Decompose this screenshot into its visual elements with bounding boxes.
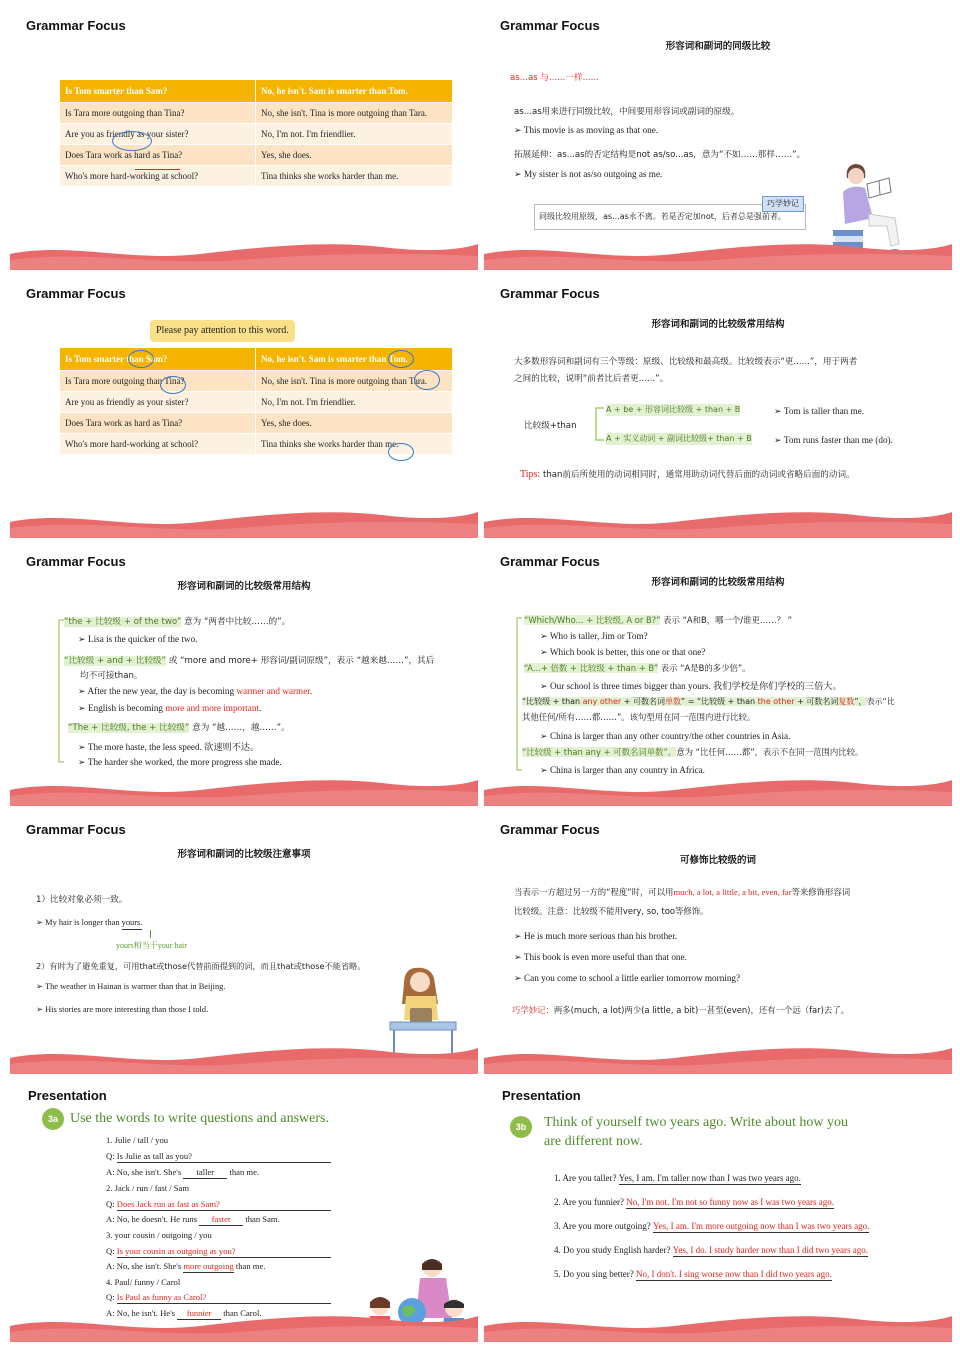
bullet-line: ➢ Tom runs faster than me (do). — [774, 435, 893, 445]
note-heading: 1）比较对象必须一致。 — [36, 895, 128, 905]
answer-text: No, I don't. I sing worse now than I did two years ago. — [635, 1269, 832, 1279]
line-prefix: A: No, he isn't. He's — [106, 1308, 178, 1318]
text: 表示 “A和B，哪一个/谁更……？ ” — [663, 615, 792, 625]
example-text: Tom is taller than me. — [783, 406, 865, 416]
text: 意为 “比任何……都”，表示不在同一范围内比较。 — [676, 747, 864, 757]
exercise-line — [106, 1260, 265, 1273]
example-text: China is larger than any other country/the other countries in Asia. — [550, 731, 791, 741]
text-line: 均不可接than。 — [80, 671, 143, 681]
exercise-line — [106, 1213, 280, 1226]
slide-title: Grammar Focus — [500, 18, 600, 33]
example-text: His stories are more interesting than those I told. — [45, 1005, 209, 1014]
text-line — [68, 722, 290, 734]
formula-part: the other — [757, 697, 795, 706]
slide-8 — [484, 812, 952, 1074]
bullet-line: ➢ China is larger than any country in Africa. — [540, 765, 705, 775]
example-text: He is much more serious than his brother. — [524, 931, 678, 941]
line-suffix: than me. — [227, 1167, 260, 1177]
bullet-line: ➢ English is becoming more and more important. — [78, 703, 262, 713]
example-text: This movie is as moving as that one. — [523, 125, 659, 135]
table-cell: No, he isn't. Sam is smarter than Tom. — [256, 348, 453, 371]
bullet-line: ➢ The harder she worked, the more progress she made. — [78, 757, 282, 767]
tip-line — [512, 1004, 849, 1016]
table-cell: Does Tara work as hard as Tina? — [60, 413, 256, 434]
table-row — [60, 371, 452, 392]
slide-6 — [484, 544, 952, 806]
slide-heading: 可修饰比较级的词 — [679, 855, 756, 866]
line-prefix: Q: — [106, 1292, 117, 1302]
bullet-line: ➢ Can you come to school a little earlier tomorrow morning? — [514, 973, 741, 983]
slide-7 — [10, 812, 478, 1074]
table-row — [60, 103, 452, 124]
bullet-line: ➢ My sister is not as/so outgoing as me. — [514, 169, 663, 179]
table-cell: Yes, she does. — [256, 145, 453, 166]
bullet-line: ➢ The more haste, the less speed. 欲速则不达。 — [78, 742, 260, 752]
text-line: 拓展延伸：as...as的否定结构是not as/so...as，意为“不如……那样……”。 — [514, 150, 806, 160]
slide-title: Grammar Focus — [500, 554, 600, 569]
highlight-circle — [160, 376, 186, 394]
example-highlight: more and more important — [165, 703, 259, 713]
text: 等来修饰形容词 — [791, 887, 851, 897]
formula: “The + 比较级, the + 比较级” — [68, 723, 190, 733]
text-line — [524, 614, 792, 626]
answer-blank: Does Jack run as fast as Sam? — [117, 1198, 331, 1211]
qa-line — [554, 1172, 801, 1185]
exercise-instruction: Think of yourself two years ago. Write about how you — [544, 1115, 849, 1130]
bullet-line: ➢ Lisa is the quicker of the two. — [78, 634, 198, 644]
table-row — [60, 392, 452, 413]
example-text: After the new year, the day is becoming — [87, 686, 237, 696]
bullet-line: ➢ This movie is as moving as that one. — [514, 125, 659, 135]
example-text: Can you come to school a little earlier tomorrow morning? — [524, 973, 741, 983]
highlight-circle — [128, 350, 154, 368]
table-cell: Tina thinks she works harder than me. — [256, 434, 453, 455]
tips-line — [520, 469, 855, 481]
bullet-line: ➢ China is larger than any other country/the other countries in Asia. — [540, 731, 791, 741]
decorative-wave — [484, 1312, 952, 1342]
slide-title: Grammar Focus — [26, 286, 126, 301]
decorative-wave — [484, 776, 952, 806]
note-heading: 2）有时为了避免重复，可用that或those代替前面提到的词，而且that或those不能省略。 — [36, 961, 366, 971]
table-row — [60, 413, 452, 434]
example-text: English is becoming — [88, 703, 166, 713]
slide-2 — [484, 8, 952, 270]
prompt-text: 3. your cousin / outgoing / you — [106, 1230, 212, 1240]
text: 或 “more and more+ 形容词/副词原级”， — [168, 656, 337, 666]
slide-5 — [10, 544, 478, 806]
line-prefix: Q: — [106, 1246, 117, 1256]
slide-heading: 形容词和副词的比较级常用结构 — [651, 577, 785, 588]
text-line: 比较级。注意：比较级不能用very, so, too等修饰。 — [514, 906, 709, 916]
slide-10 — [484, 1080, 952, 1342]
decorative-wave — [10, 240, 478, 270]
arrow-line — [150, 930, 151, 938]
example-text: The more haste, the less speed. 欲速则不达。 — [87, 742, 260, 752]
tip-text: 同级比较用原级，as...as永不离。若是否定加not，后者总是强前者。 — [539, 212, 786, 221]
formula-part: + 可数名词 — [794, 697, 839, 706]
decorative-wave — [484, 240, 952, 270]
text-line — [524, 662, 751, 674]
text-line — [522, 696, 895, 708]
question-text: 2. Are you funnier? — [554, 1197, 627, 1207]
table-cell: Is Tom smarter than Sam? — [60, 80, 256, 103]
question-text: 5. Do you sing better? — [554, 1269, 636, 1279]
tips-text: than前后所使用的动词相同时，通常用助动词代替后面的动词或省略后面的动词。 — [542, 470, 855, 480]
decorative-wave — [484, 1044, 952, 1074]
exercise-badge: 3a — [42, 1108, 64, 1130]
line-suffix: than Carol. — [221, 1308, 262, 1318]
exercise-line — [106, 1291, 331, 1304]
formula-part: ” = “比较级 + than — [681, 697, 758, 706]
exercise-line — [106, 1150, 331, 1163]
text-line — [64, 616, 290, 628]
table-cell: Yes, she does. — [256, 413, 453, 434]
bullet-line: ➢ Our school is three times bigger than yours. 我们学校是你们学校的三倍大。 — [540, 681, 842, 691]
highlight-circle — [414, 370, 440, 390]
table-row — [60, 80, 452, 103]
formula: “比较级 + and + 比较级” — [64, 656, 166, 666]
qa-line — [554, 1244, 868, 1257]
bullet-line: ➢ Who is taller, Jim or Tom? — [540, 631, 648, 641]
example-highlight: warmer and warmer — [236, 686, 310, 696]
slide-9 — [10, 1080, 478, 1342]
text: 当表示一方超过另一方的“程度”时，可以用 — [514, 887, 674, 897]
table-cell: No, he isn't. Sam is smarter than Tom. — [256, 80, 453, 103]
table-cell: Is Tara more outgoing than Tina? — [60, 103, 256, 124]
answer-text: No, I'm not. I'm not so funny now as I was two years ago. — [626, 1197, 834, 1207]
line-suffix: than me. — [233, 1261, 266, 1271]
qa-line — [554, 1268, 832, 1281]
text-line: 其他任何/所有……都……”。该句型用在同一范围内进行比较。 — [522, 712, 756, 722]
table-cell: No, she isn't. Tina is more outgoing than Tara. — [256, 103, 453, 124]
question-text: 1. Are you taller? — [554, 1173, 619, 1183]
formula-part: + 可数名词 — [621, 697, 666, 706]
prompt-text: 2. Jack / run / fast / Sam — [106, 1183, 190, 1193]
bracket — [514, 614, 524, 774]
slide-3 — [10, 276, 478, 538]
line-suffix: than Sam. — [243, 1214, 280, 1224]
decorative-wave — [10, 508, 478, 538]
example-text: The weather in Hainan is warmer than that in Beijing. — [44, 982, 226, 991]
line-prefix: Q: — [106, 1151, 117, 1161]
answer-blank: funnier — [177, 1307, 221, 1320]
text: 意为 “越……，越……”。 — [192, 723, 290, 733]
slide-title: Grammar Focus — [26, 822, 126, 837]
exercise-line — [106, 1134, 168, 1146]
formula: “比较级 + than any + 可数名词单数”， — [522, 747, 677, 757]
example-highlight: yours. — [122, 917, 143, 930]
text: 表示“比 — [866, 697, 895, 706]
table-cell: Is Tom smarter than Sam? — [60, 348, 256, 371]
structure-label: 比较级+than — [524, 421, 577, 431]
highlight-circle — [388, 443, 414, 461]
bullet-line: ➢ He is much more serious than his brother. — [514, 931, 678, 941]
exercise-instruction: Use the words to write questions and answers. — [70, 1111, 329, 1126]
formula-part: ”， — [854, 697, 867, 706]
tips-label: Tips: — [520, 469, 541, 480]
highlight-underline — [135, 153, 180, 170]
qa-line — [554, 1196, 834, 1209]
text-line: 之间的比较，说明“前者比后者更......”。 — [514, 374, 669, 384]
answer-blank: Is Julie as tall as you? — [117, 1150, 331, 1163]
highlight-circle — [388, 350, 414, 368]
formula-part: 单数 — [665, 697, 682, 706]
bullet-line: ➢ My hair is longer than yours. — [36, 917, 142, 930]
formula-part: 复数 — [838, 697, 855, 706]
bracket — [56, 616, 66, 766]
text: 表示 “A是B的多少倍”。 — [660, 663, 751, 673]
bullet-line: ➢ The weather in Hainan is warmer than that in Beijing. — [36, 982, 226, 991]
table-cell: Is Tara more outgoing than Tina? — [60, 371, 256, 392]
answer-text: Yes, I do. I study harder now than I did two years ago. — [672, 1245, 869, 1255]
decorative-wave — [10, 1044, 478, 1074]
bullet-line: ➢ Which book is better, this one or that one? — [540, 647, 706, 657]
decorative-wave — [10, 1312, 478, 1342]
bullet-line: ➢ Tom is taller than me. — [774, 406, 865, 416]
decorative-wave — [484, 508, 952, 538]
example-text: My sister is not as/so outgoing as me. — [524, 169, 663, 179]
text-line: 大多数形容词和副词有三个等级：原级、比较级和最高级。比较级表示“更......”，用于两者 — [514, 357, 858, 367]
bullet-line: ➢ This book is even more useful than that one. — [514, 952, 687, 962]
text: 意为 “两者中比较……的”。 — [184, 617, 291, 627]
example-text: Our school is three times bigger than yours. 我们学校是你们学校的三倍大。 — [550, 681, 842, 691]
text-line — [522, 746, 863, 758]
example-text: This book is even more useful than that one. — [523, 952, 687, 962]
exercise-line — [106, 1229, 212, 1241]
slide-1 — [10, 8, 478, 270]
formula: “A...+ 倍数 + 比较级 + than + B” — [524, 663, 659, 673]
tip-label: 巧学妙记： — [512, 1005, 554, 1015]
formula: A + be + 形容词比较级 + than + B — [606, 405, 741, 414]
answer-text: Yes, I am. I'm taller now than I was two years ago. — [618, 1173, 801, 1183]
slide-title: Grammar Focus — [500, 822, 600, 837]
answer-text: Yes, I am. I'm more outgoing now than I was two years ago. — [652, 1221, 870, 1231]
answer-blank: Is your cousin as outgoing as you? — [117, 1245, 331, 1258]
bullet-line: ➢ After the new year, the day is becoming warmer and warmer. — [78, 686, 313, 696]
red-subheading: as...as 与......一样...... — [510, 73, 599, 83]
line-prefix: Q: — [106, 1199, 117, 1209]
example-text: . — [258, 703, 262, 713]
slide-title: Presentation — [502, 1088, 581, 1103]
bullet-line: ➢ His stories are more interesting than those I told. — [36, 1005, 209, 1014]
keyword-list: much, a lot, a little, a bit, even, far — [673, 887, 792, 897]
slide-title: Grammar Focus — [26, 554, 126, 569]
formula-part: “比较级 + than — [522, 697, 583, 706]
line-prefix: A: No, she isn't. She's — [106, 1167, 184, 1177]
text-line — [514, 886, 850, 898]
slide-heading: 形容词和副词的比较级常用结构 — [177, 581, 311, 592]
text-line — [64, 655, 434, 667]
formula: “the + 比较级 + of the two” — [64, 617, 182, 627]
example-text: Which book is better, this one or that one? — [549, 647, 706, 657]
table-cell: Are you as friendly as your sister? — [60, 392, 256, 413]
highlight-circle — [112, 131, 152, 151]
line-prefix: A: No, she isn't. She's — [106, 1261, 184, 1271]
slide-title: Grammar Focus — [500, 286, 600, 301]
slide-title: Grammar Focus — [26, 18, 126, 33]
table-cell: No, I'm not. I'm friendlier. — [256, 392, 453, 413]
bracket — [592, 404, 606, 444]
answer-blank: taller — [183, 1166, 227, 1179]
slide-4 — [484, 276, 952, 538]
table-cell: Who's more hard-working at school? — [60, 434, 256, 455]
slide-heading: 形容词和副词的比较级注意事项 — [177, 849, 311, 860]
example-text: The harder she worked, the more progress she made. — [87, 757, 282, 767]
tip-text: 两多(much, a lot)两少(a little, a bit)一甚至(even)，还有一个远（far)去了。 — [553, 1005, 849, 1015]
exercise-line — [106, 1166, 259, 1179]
question-text: 4. Do you study English harder? — [554, 1245, 673, 1255]
table-cell: No, I'm not. I'm friendlier. — [256, 124, 453, 145]
tip-label: 巧学妙记 — [762, 196, 804, 212]
example-text: China is larger than any country in Africa. — [550, 765, 705, 775]
line-prefix: A: No, he doesn't. He runs — [106, 1214, 200, 1224]
qa-line — [554, 1220, 869, 1233]
table-cell: Tina thinks she works harder than me. — [256, 166, 453, 187]
annotation-note: yours相当于your hair — [116, 941, 187, 950]
table-cell: No, she isn't. Tina is more outgoing than Tara. — [256, 371, 453, 392]
table-cell: Does Tara work as hard as Tina? — [60, 145, 256, 166]
prompt-text: 1. Julie / tall / you — [106, 1135, 169, 1145]
answer-blank: faster — [199, 1213, 243, 1226]
prompt-text: 4. Paul/ funny / Carol — [106, 1277, 181, 1287]
slide-title: Presentation — [28, 1088, 107, 1103]
example-text: . — [309, 686, 313, 696]
slide-heading: 形容词和副词的同级比较 — [665, 41, 771, 52]
example-text: Who is taller, Jim or Tom? — [549, 631, 648, 641]
text-line: as...as用来进行同级比较，中间要用形容词或副词的原级。 — [514, 107, 740, 117]
exercise-line — [106, 1276, 180, 1288]
formula: “Which/Who... + 比较级, A or B?” — [524, 615, 661, 625]
formula-part: any other — [582, 697, 622, 706]
decorative-wave — [10, 776, 478, 806]
table-cell: Who's more hard-working at school? — [60, 166, 256, 187]
answer-blank: more outgoing — [183, 1261, 234, 1271]
example-text: Tom runs faster than me (do). — [783, 435, 893, 445]
exercise-line — [106, 1198, 331, 1211]
table-cell: Are you as friendly as your sister? — [60, 124, 256, 145]
formula: A + 实义动词 + 副词比较级+ than + B — [606, 434, 752, 443]
exercise-instruction: are different now. — [544, 1134, 643, 1149]
exercise-line — [106, 1182, 189, 1194]
question-text: 3. Are you more outgoing? — [554, 1221, 653, 1231]
answer-blank: Is Paul as funny as Carol? — [117, 1291, 331, 1304]
text: 表示 “越来越……”，其后 — [336, 656, 435, 666]
exercise-line — [106, 1245, 331, 1258]
slide-heading: 形容词和副词的比较级常用结构 — [651, 319, 785, 330]
exercise-badge: 3b — [510, 1116, 532, 1138]
table-row — [60, 166, 452, 187]
example-text: Lisa is the quicker of the two. — [88, 634, 198, 644]
example-text: My hair is longer than — [45, 918, 122, 927]
callout-bubble: Please pay attention to this word. — [150, 320, 295, 342]
